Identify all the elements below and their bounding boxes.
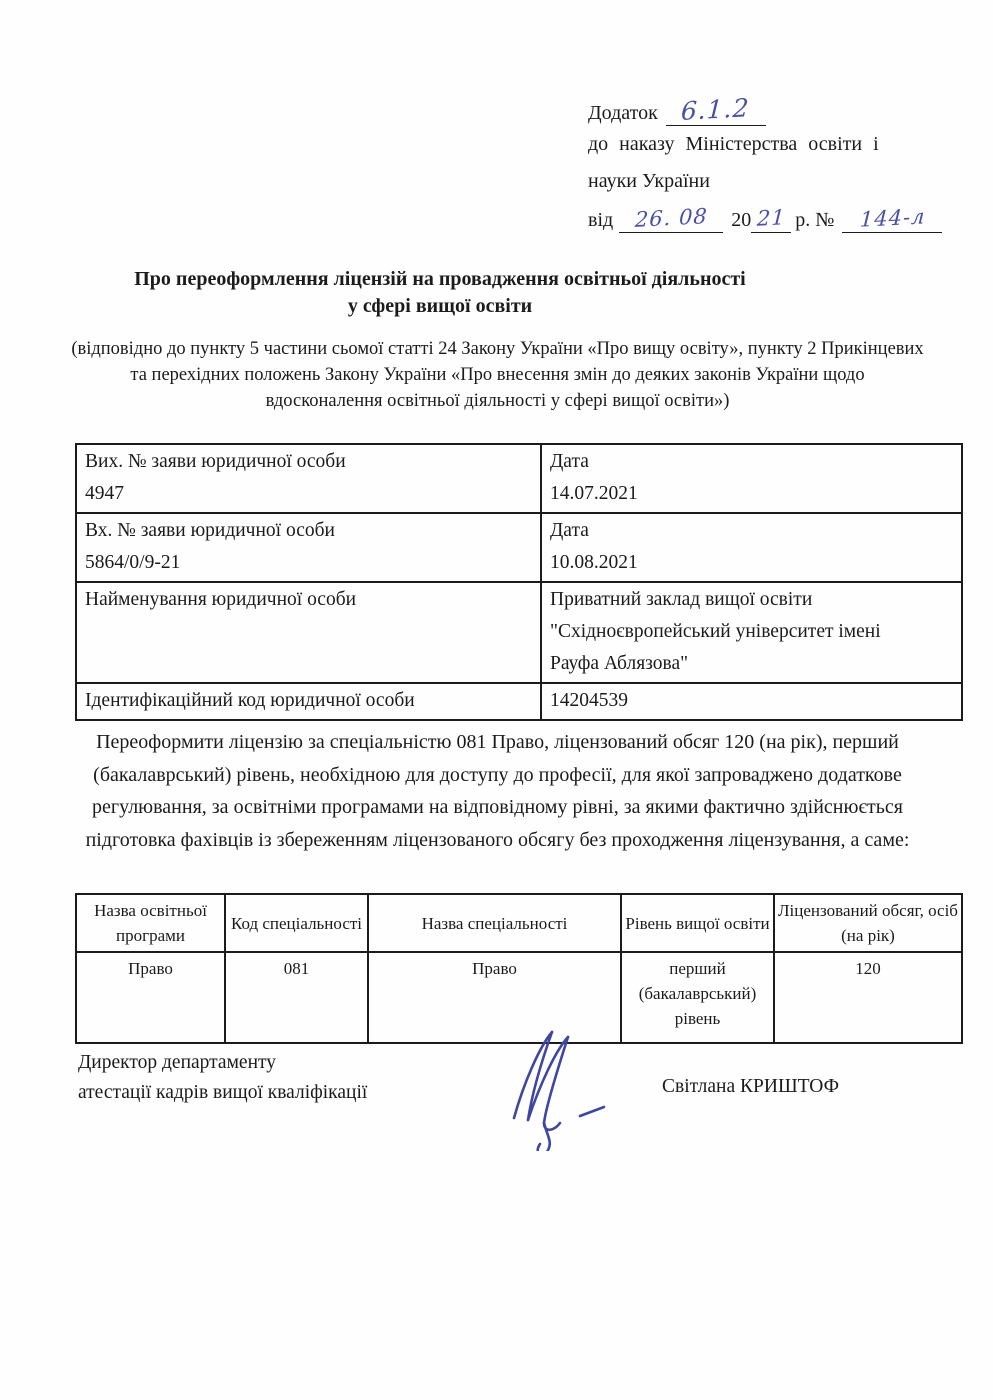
- cell-specialty-name: Право: [368, 952, 621, 1043]
- cell-label: Ідентифікаційний код юридичної особи: [85, 690, 415, 711]
- order-number-handwritten: 144-л: [858, 204, 926, 232]
- from-label: від: [588, 209, 614, 231]
- table-row: [76, 683, 962, 720]
- cell-outgoing-number: [76, 444, 541, 513]
- column-header-education-level: Рівень вищої освіти: [621, 894, 774, 952]
- cell-value: 4947: [85, 483, 124, 504]
- legal-basis-note: (відповідно до пункту 5 частини сьомої статті 24 Закону України «Про вищу освіту», пункту 2 Прикінцевих та перехідних положень Закону України «Про внесення змін до деяких законів України щодо вдосконалення освітньої діяльності у сфері вищої освіти»): [71, 339, 924, 411]
- cell-id-code-label: [76, 683, 541, 720]
- cell-value: 14204539: [550, 690, 628, 711]
- cell-label: Вх. № заяви юридичної особи: [85, 520, 335, 541]
- cell-legal-entity-name-value: [541, 582, 962, 683]
- document-title-line1: Про переоформлення ліцензій на провадження освітньої діяльності: [134, 268, 746, 290]
- signer-position-line2: атестації кадрів вищої кваліфікації: [78, 1082, 368, 1103]
- cell-label: Вих. № заяви юридичної особи: [85, 451, 346, 472]
- cell-value: Рауфа Аблязова": [550, 653, 689, 674]
- signer-position: [78, 1048, 367, 1108]
- cell-value: "Східноєвропейський університет імені: [550, 621, 881, 642]
- cell-legal-entity-name-label: [76, 582, 541, 683]
- license-table-header-row: [76, 894, 962, 952]
- cell-incoming-date: [541, 513, 962, 582]
- year-prefix: 20: [731, 209, 752, 231]
- appendix-label: Додаток: [588, 102, 658, 124]
- cell-program: Право: [76, 952, 225, 1043]
- signer-name: Світлана КРИШТОФ: [662, 1076, 840, 1097]
- signer-position-line1: Директор департаменту: [78, 1052, 277, 1073]
- cell-value: 5864/0/9-21: [85, 552, 181, 573]
- resolution-paragraph: Переоформити ліцензію за спеціальністю 081 Право, ліцензований обсяг 120 (на рік), перший (бакалаврський) рівень, необхідною для доступу до професії, для якої запроваджено додаткове регулювання, за освітніми програмами на відповідному рівні, за якими фактично здійснюється підготовка фахівців із збереженням ліцензованого обсягу без проходження ліцензування, а саме:: [85, 731, 910, 851]
- appendix-line: [588, 93, 988, 133]
- cell-education-level: перший (бакалаврський) рівень: [621, 952, 774, 1043]
- table-row: [76, 582, 962, 683]
- column-header-licensed-volume: Ліцензований обсяг, осіб (на рік): [774, 894, 962, 952]
- order-reference-line2: науки України: [588, 170, 710, 192]
- order-reference-line1: до наказу Міністерства освіти і: [588, 133, 879, 155]
- table-row: [76, 444, 962, 513]
- license-table: [75, 893, 963, 1044]
- cell-licensed-volume: 120: [774, 952, 962, 1043]
- order-no-label: р. №: [795, 209, 835, 231]
- order-year-handwritten: 21: [756, 205, 787, 231]
- table-row: [76, 513, 962, 582]
- column-header-program: Назва освітньої програми: [76, 894, 225, 952]
- cell-label: Дата: [550, 451, 589, 472]
- cell-incoming-number: [76, 513, 541, 582]
- appendix-number-handwritten: 6.1.2: [680, 93, 751, 126]
- appendix-block: [588, 93, 988, 244]
- order-date-line: [588, 204, 988, 244]
- signature-scribble: [492, 1026, 617, 1151]
- cell-specialty-code: 081: [225, 952, 368, 1043]
- cell-value: Приватний заклад вищої освіти: [550, 589, 813, 610]
- cell-value: 10.08.2021: [550, 552, 638, 573]
- cell-outgoing-date: [541, 444, 962, 513]
- column-header-specialty-code: Код спеціальності: [225, 894, 368, 952]
- column-header-specialty-name: Назва спеціальності: [368, 894, 621, 952]
- document-title-line2: у сфері вищої освіти: [347, 295, 533, 317]
- cell-value: 14.07.2021: [550, 483, 638, 504]
- cell-id-code-value: [541, 683, 962, 720]
- document-title: [0, 266, 880, 320]
- application-info-table: [75, 443, 963, 721]
- cell-label: Дата: [550, 520, 589, 541]
- order-date-handwritten: 26. 08: [634, 204, 709, 232]
- cell-label: Найменування юридичної особи: [85, 589, 357, 610]
